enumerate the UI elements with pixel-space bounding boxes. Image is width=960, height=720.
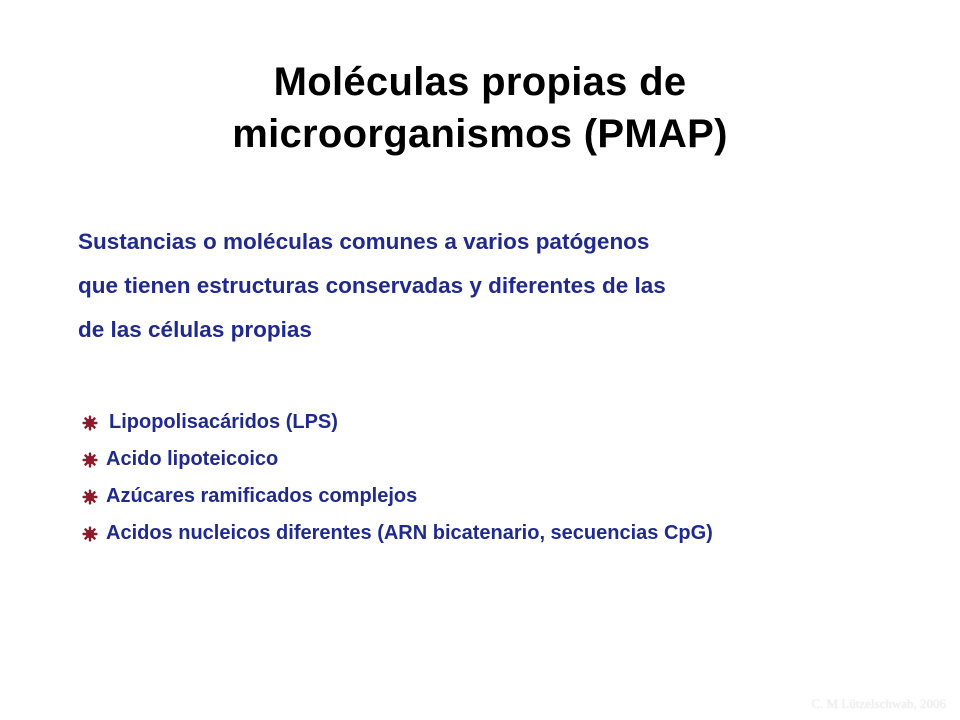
bullet-item-lipoteichoic-acid <box>82 441 942 478</box>
intro-line-1: Sustancias o moléculas comunes a varios patógenos <box>78 229 650 254</box>
slide-title <box>0 56 960 160</box>
asterisk-bullet-icon <box>82 489 106 505</box>
bullet-text: Lipopolisacáridos (LPS) <box>109 411 338 433</box>
bullet-text: Azúcares ramificados complejos <box>106 485 418 507</box>
intro-line-3: de las células propias <box>78 317 312 342</box>
bullet-text: Acido lipoteicoico <box>106 448 279 470</box>
intro-paragraph <box>78 220 938 352</box>
bullet-list <box>82 404 942 552</box>
bullet-item-lps <box>82 404 942 441</box>
intro-line-2: que tienen estructuras conservadas y diferentes de las <box>78 273 666 298</box>
bullet-text: Acidos nucleicos diferentes (ARN bicatenario, secuencias CpG) <box>106 522 713 544</box>
bullet-item-branched-sugars <box>82 478 942 515</box>
title-line-2: microorganismos (PMAP) <box>232 112 728 156</box>
bullet-item-nucleic-acids <box>82 515 942 552</box>
copyright-watermark: C. M Lützelschwab, 2006 <box>811 696 946 711</box>
asterisk-bullet-icon <box>82 415 106 431</box>
asterisk-bullet-icon <box>82 526 106 542</box>
title-line-1: Moléculas propias de <box>273 60 687 104</box>
asterisk-bullet-icon <box>82 452 106 468</box>
